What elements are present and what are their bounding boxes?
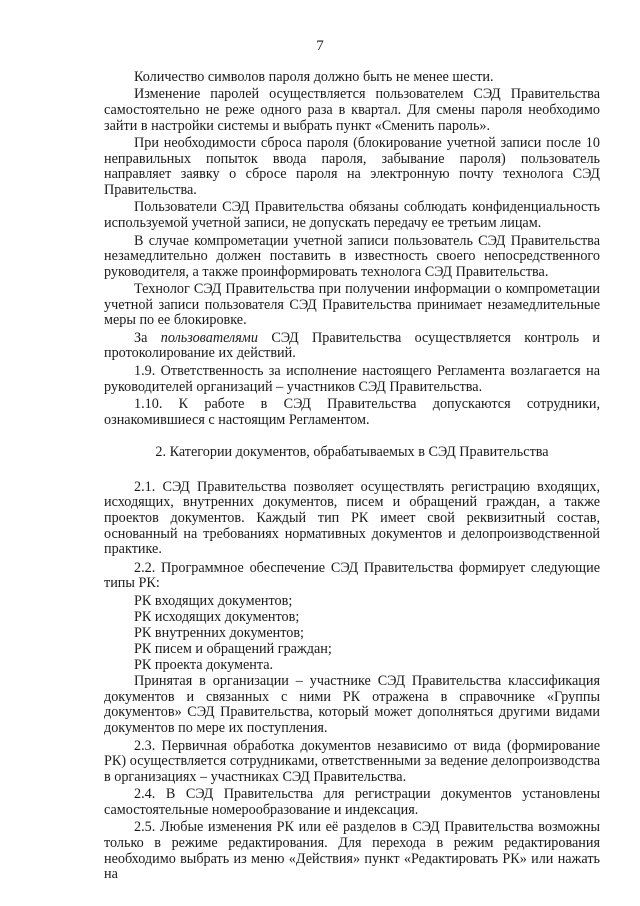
paragraph-password-length: Количество символов пароля должно быть не менее шести.	[134, 69, 494, 85]
paragraph-2-2: 2.2. Программное обеспечение СЭД Правительства формирует следующие типы РК:	[104, 559, 600, 592]
document-body	[104, 70, 600, 885]
paragraph-2-3: 2.3. Первичная обработка документов независимо от вида (формирование РК) осуществляется сотрудниками, ответственными за ведение делопроизводства в организациях – участниках СЭД Правительства.	[104, 737, 600, 785]
list-item: РК писем и обращений граждан;	[134, 641, 332, 658]
paragraph-2-4: 2.4. В СЭД Правительства для регистрации документов установлены самостоятельные номерообразование и индексация.	[104, 786, 600, 818]
paragraph-classification: Принятая в организации – участнике СЭД Правительства классификация документов и связанных с ними РК отражена в справочнике «Группы документов» СЭД Правительства, который может дополняться другими видами документов по мере их поступления.	[104, 673, 600, 737]
paragraph-1-9: 1.9. Ответственность за исполнение настоящего Регламента возлагается на руководителей организаций – участников СЭД Правительства.	[104, 362, 600, 395]
list-item: РК входящих документов;	[134, 592, 293, 609]
paragraph-password-change: Изменение паролей осуществляется пользователем СЭД Правительства самостоятельно не реже одного раза в квартал. Для смены пароля необходимо зайти в настройки системы и выбрать пункт «Сменить пароль».	[104, 86, 600, 134]
paragraph-control	[104, 331, 600, 362]
list-item: РК исходящих документов;	[134, 608, 300, 625]
page-number: 7	[316, 38, 324, 54]
paragraph-compromise: В случае компрометации учетной записи пользователь СЭД Правительства незамедлительно должен поставить в известность своего непосредственного руководителя, а также проинформировать технолога СЭД Правительства.	[104, 232, 600, 280]
paragraph-confidentiality: Пользователи СЭД Правительства обязаны соблюдать конфиденциальность используемой учетной записи, не допускать передачу ее третьим лицам.	[104, 199, 600, 232]
paragraph-2-1: 2.1. СЭД Правительства позволяет осуществлять регистрацию входящих, исходящих, внутренних документов, писем и обращений граждан, а также проектов документов. Каждый тип РК имеет свой реквизитный состав, основанный на требованиях нормативных документов и делопроизводственной практике.	[104, 478, 600, 558]
control-text-before: За	[134, 329, 161, 346]
list-item: РК внутренних документов;	[134, 625, 304, 642]
control-text-emphasis: пользователями	[160, 329, 258, 346]
paragraph-2-5: 2.5. Любые изменения РК или её разделов в СЭД Правительства возможны только в режиме редактирования. Для перехода в режим редактирования необходимо выбрать из меню «Действия» пункт «Редактировать РК» или нажать на	[104, 819, 600, 883]
paragraph-1-10: 1.10. К работе в СЭД Правительства допускаются сотрудники, ознакомившиеся с настоящим Регламентом.	[104, 396, 600, 428]
list-item: РК проекта документа.	[134, 657, 274, 674]
paragraph-password-reset: При необходимости сброса пароля (блокирование учетной записи после 10 неправильных попыток ввода пароля, забывание пароля) пользователь направляет заявку о сбросе пароля на электронную почту технолога СЭД Правительства.	[104, 135, 600, 198]
section-heading: 2. Категории документов, обрабатываемых в СЭД Правительства	[155, 444, 549, 461]
paragraph-blocking: Технолог СЭД Правительства при получении информации о компрометации учетной записи пользователя СЭД Правительства принимает незамедлительные меры по ее блокировке.	[104, 281, 600, 329]
control-text-after: СЭД Правительства осуществляется контроль и протоколирование их действий.	[104, 329, 601, 362]
